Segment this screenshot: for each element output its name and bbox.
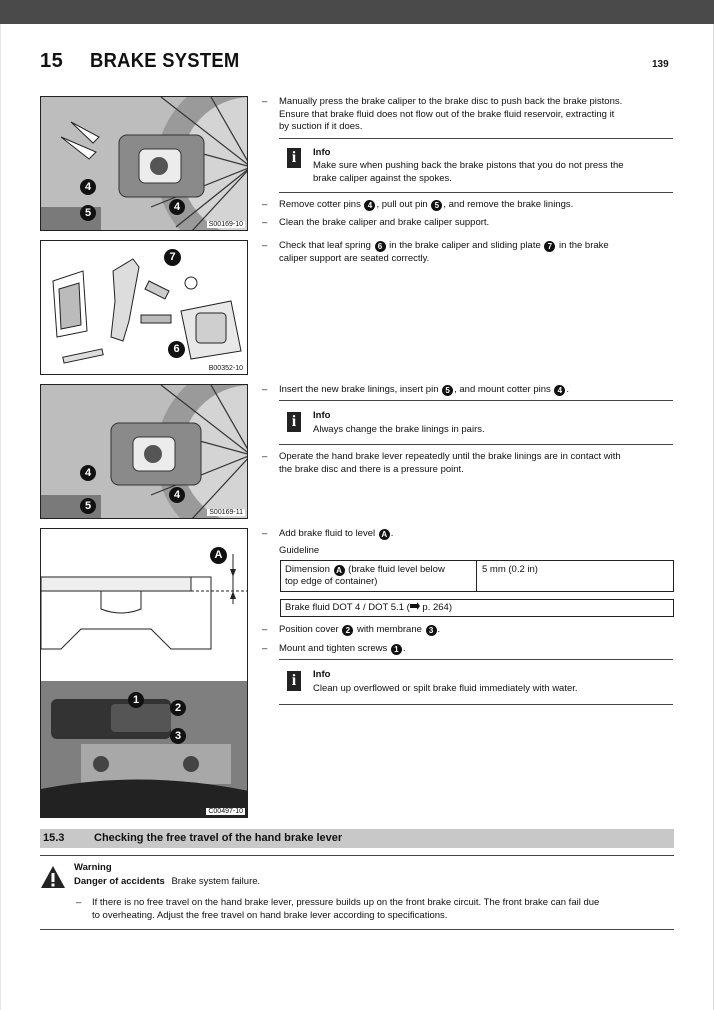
table-divider xyxy=(476,561,477,591)
chapter-title: BRAKE SYSTEM xyxy=(90,50,240,72)
step-text: Add brake fluid to level A . xyxy=(279,528,394,539)
warning-bullet-text: If there is no free travel on the hand brake lever, pressure builds up on the front brake circuit. The front brake can fail due to overheating. Adjust the free travel on hand brake lever according to specifications. xyxy=(92,897,600,921)
divider xyxy=(279,400,673,401)
bullet-dash: – xyxy=(76,897,82,908)
callout-4: 4 xyxy=(80,179,96,195)
bullet-dash: – xyxy=(262,199,268,210)
callout-5: 5 xyxy=(80,205,96,221)
step-text: Remove cotter pins 4 , pull out pin 5 , and remove the brake linings. xyxy=(279,199,574,210)
section-title: Checking the free travel of the hand brake lever xyxy=(94,832,343,844)
callout-1: 1 xyxy=(391,644,402,655)
info-text: Make sure when pushing back the brake pistons that you do not press the brake caliper against the spokes. xyxy=(313,160,624,184)
page-reference-link[interactable]: p. 264) xyxy=(419,602,452,613)
callout-4: 4 xyxy=(80,465,96,481)
info-title: Info xyxy=(313,669,331,680)
divider xyxy=(279,704,673,705)
callout-2: 2 xyxy=(342,625,353,636)
bullet-dash: – xyxy=(262,96,268,107)
reservoir-illustration xyxy=(41,529,248,818)
callout-A: A xyxy=(210,547,227,564)
fluid-spec-text: Brake fluid DOT 4 / DOT 5.1 ( xyxy=(285,602,410,613)
page-reference-icon[interactable] xyxy=(410,602,420,610)
exploded-drawing-illustration xyxy=(41,241,248,375)
callout-4: 4 xyxy=(169,199,185,215)
top-band xyxy=(0,0,714,24)
guideline-label: Guideline xyxy=(279,545,320,556)
bullet-dash: – xyxy=(262,624,268,635)
callout-4: 4 xyxy=(169,487,185,503)
callout-A: A xyxy=(379,529,390,540)
step-text: Clean the brake caliper and brake caliper support. xyxy=(279,217,490,228)
info-icon: i xyxy=(287,671,301,691)
step-text: Check that leaf spring 6 in the brake caliper and sliding plate 7 in the brake caliper support are seated correctly. xyxy=(279,240,609,264)
callout-4: 4 xyxy=(554,385,565,396)
figure-brake-fluid-reservoir xyxy=(40,528,248,818)
divider xyxy=(279,192,673,193)
info-text: Always change the brake linings in pairs. xyxy=(313,424,485,435)
step-text: Operate the hand brake lever repeatedly until the brake linings are in contact with the brake disc and there is a pressure point. xyxy=(279,451,621,475)
danger-label: Danger of accidents xyxy=(74,876,165,887)
info-title: Info xyxy=(313,147,331,158)
callout-5: 5 xyxy=(80,498,96,514)
dimension-label: Dimension A (brake fluid level below top edge of container) xyxy=(285,564,445,587)
figure-code: C00497-10 xyxy=(208,808,243,815)
figure-caliper-install xyxy=(40,384,248,519)
step-text: Mount and tighten screws 1 . xyxy=(279,643,406,654)
divider xyxy=(40,855,674,856)
step-text: Position cover 2 with membrane 3 . xyxy=(279,624,441,635)
warning-title: Warning xyxy=(74,862,112,873)
callout-5: 5 xyxy=(431,200,442,211)
divider xyxy=(279,138,673,139)
bullet-dash: – xyxy=(262,240,268,251)
caliper-photo-illustration xyxy=(41,385,248,519)
callout-7: 7 xyxy=(544,241,555,252)
danger-text: Brake system failure. xyxy=(171,876,261,887)
bullet-dash: – xyxy=(262,528,268,539)
guideline-table xyxy=(280,560,674,592)
callout-6: 6 xyxy=(375,241,386,252)
page-number: 139 xyxy=(652,59,669,70)
bullet-dash: – xyxy=(262,217,268,228)
divider xyxy=(279,659,673,660)
chapter-number: 15 xyxy=(40,50,64,72)
step-text: Insert the new brake linings, insert pin 5 , and mount cotter pins 4 . xyxy=(279,384,570,395)
callout-7: 7 xyxy=(164,249,181,266)
callout-5: 5 xyxy=(442,385,453,396)
figure-exploded-caliper xyxy=(40,240,248,375)
callout-6: 6 xyxy=(168,341,185,358)
step-text: Manually press the brake caliper to the brake disc to push back the brake pistons. Ensure that brake fluid does not flow out of the brake fluid reservoir, extracting it by suction if it does. xyxy=(279,96,623,132)
section-number: 15.3 xyxy=(43,832,65,844)
info-text: Clean up overflowed or spilt brake fluid immediately with water. xyxy=(313,683,578,694)
callout-3: 3 xyxy=(426,625,437,636)
figure-caliper-removal xyxy=(40,96,248,231)
callout-A: A xyxy=(334,565,345,576)
info-icon: i xyxy=(287,148,301,168)
bullet-dash: – xyxy=(262,384,268,395)
divider xyxy=(279,444,673,445)
bullet-dash: – xyxy=(262,643,268,654)
figure-code: B00352-10 xyxy=(208,365,243,372)
figure-code: S00169-11 xyxy=(209,509,243,516)
fluid-spec-box xyxy=(280,599,674,617)
bullet-dash: – xyxy=(262,451,268,462)
info-title: Info xyxy=(313,410,331,421)
info-icon: i xyxy=(287,412,301,432)
divider xyxy=(40,929,674,930)
warning-icon xyxy=(40,865,66,889)
callout-4: 4 xyxy=(364,200,375,211)
caliper-photo-illustration xyxy=(41,97,248,231)
danger-line xyxy=(74,876,260,889)
callout-2: 2 xyxy=(170,700,186,716)
callout-1: 1 xyxy=(128,692,144,708)
dimension-value: 5 mm (0.2 in) xyxy=(482,564,538,575)
figure-code: S00169-10 xyxy=(208,221,243,228)
callout-3: 3 xyxy=(170,728,186,744)
